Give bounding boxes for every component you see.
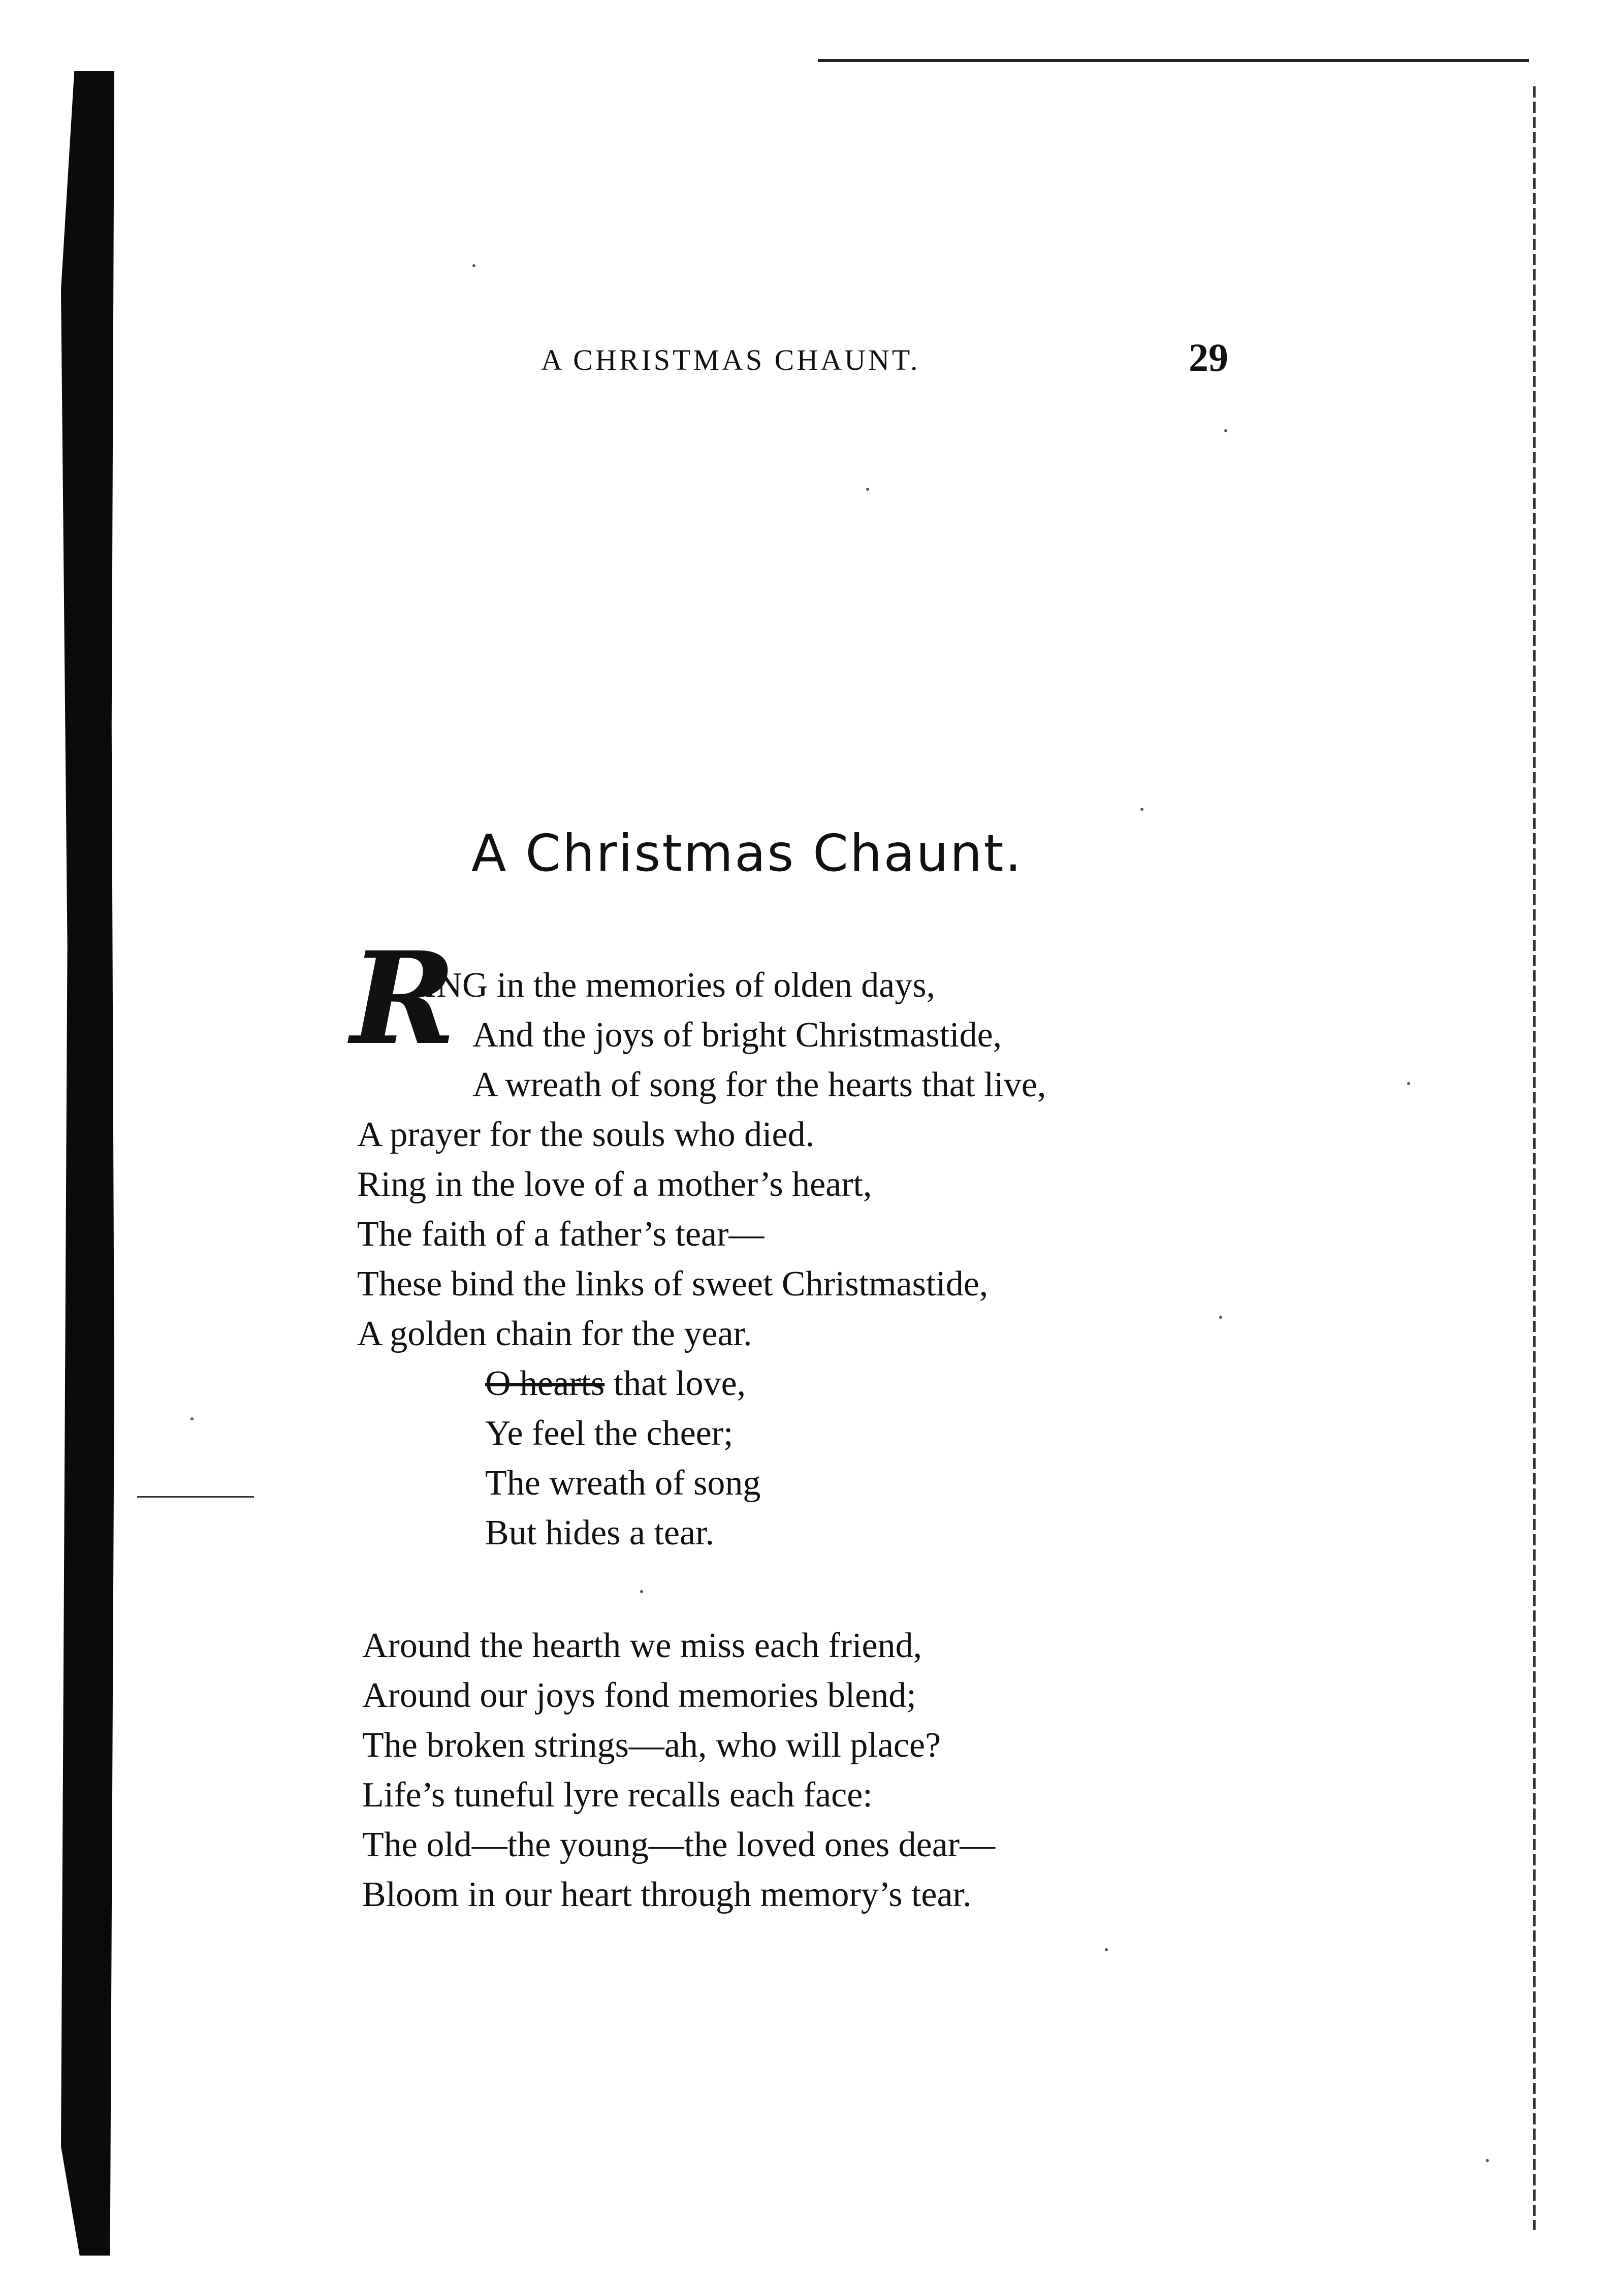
poem-line: ING in the memories of olden days, [425, 966, 936, 1005]
poem-line: The old—the young—the loved ones dear— [362, 1825, 996, 1864]
scan-speck [1219, 1316, 1222, 1319]
poem-title: A Christmas Chaunt. [471, 823, 1023, 883]
scan-speck [190, 1417, 194, 1420]
poem-line: Around our joys fond memories blend; [362, 1676, 916, 1715]
scan-speck [1407, 1082, 1410, 1085]
scan-speck [640, 1590, 643, 1593]
poem-line: Ring in the love of a mother’s heart, [357, 1165, 872, 1204]
scan-speck [1105, 1948, 1108, 1951]
poem-line: Life’s tuneful lyre recalls each face: [362, 1775, 873, 1815]
page-number: 29 [1189, 335, 1228, 379]
running-header-title: A CHRISTMAS CHAUNT. [541, 343, 920, 376]
poem-line: These bind the links of sweet Christmastide, [357, 1264, 989, 1304]
scan-speck [1486, 2159, 1489, 2162]
poem-line: A wreath of song for the hearts that live, [472, 1065, 1046, 1104]
poem-line: A golden chain for the year. [357, 1314, 752, 1353]
drop-cap-letter: R [351, 924, 456, 1073]
scan-speck [1224, 429, 1227, 432]
margin-dash [137, 1496, 254, 1498]
refrain-line: But hides a tear. [485, 1513, 715, 1552]
refrain-line: Ye feel the cheer; [485, 1414, 734, 1453]
poem-line: Bloom in our heart through memory’s tear. [362, 1875, 972, 1914]
poem-line: And the joys of bright Christmastide, [472, 1016, 1002, 1055]
scan-speck [866, 488, 869, 491]
scan-speck [1140, 808, 1143, 811]
refrain-line: The wreath of song [485, 1464, 761, 1503]
poem-line: Around the hearth we miss each friend, [362, 1626, 922, 1665]
scan-speck [472, 264, 475, 267]
top-edge-rule [818, 59, 1529, 62]
poem-line: A prayer for the souls who died. [357, 1115, 815, 1154]
refrain-line-rest: that love, [604, 1364, 746, 1403]
binding-edge-shadow [61, 71, 114, 2256]
poem-line: The faith of a father’s tear— [357, 1215, 765, 1254]
poem-line: The broken strings—ah, who will place? [362, 1726, 941, 1765]
right-edge-border [1533, 86, 1536, 2230]
refrain-line [485, 1366, 746, 1402]
struck-through-text: O hearts [485, 1364, 605, 1403]
